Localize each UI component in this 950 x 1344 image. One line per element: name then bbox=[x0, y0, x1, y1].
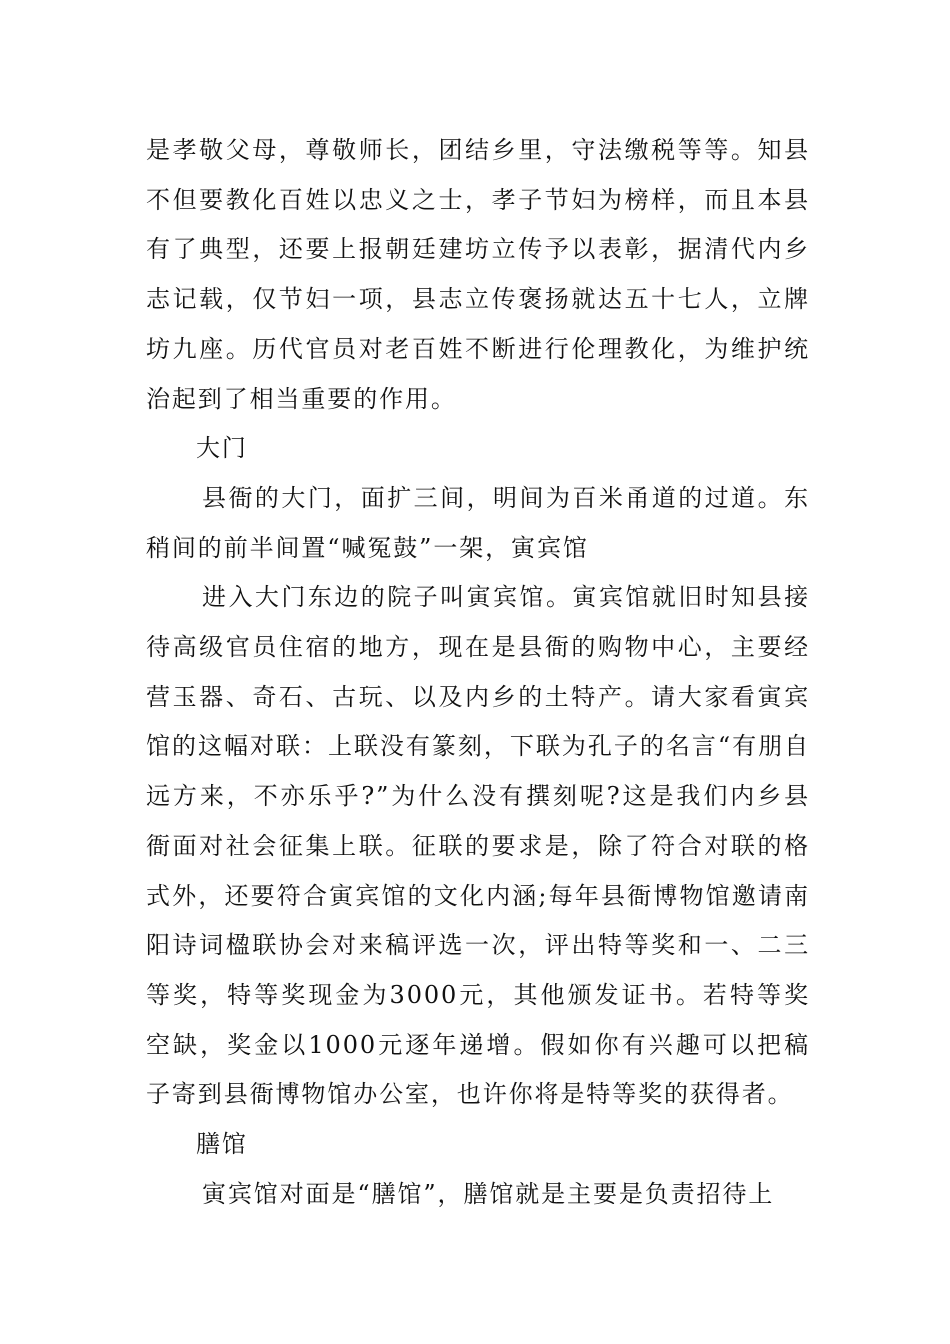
section-heading-main-gate: 大门 bbox=[196, 434, 248, 463]
paragraph-main-gate: 县衙的大门，面扩三间，明间为百米甬道的过道。东稍间的前半间置“喊冤鼓”一架，寅宾馆 bbox=[146, 483, 810, 562]
paragraph-ethics-education: 是孝敬父母，尊敬师长，团结乡里，守法缴税等等。知县不但要教化百姓以忠义之士，孝子节妇为榜样，而且本县有了典型，还要上报朝廷建坊立传予以表彰，据清代内乡志记载，仅节妇一项，县志立传褒扬就达五十七人，立牌坊九座。历代官员对老百姓不断进行伦理教化，为维护统治起到了相当重要的作用。 bbox=[146, 136, 810, 413]
section-heading-dining-hall: 膳馆 bbox=[196, 1130, 248, 1159]
paragraph-dining-hall: 寅宾馆对面是“膳馆”，膳馆就是主要是负责招待上 bbox=[202, 1179, 775, 1208]
document-body bbox=[146, 126, 810, 1219]
paragraph-yinbin-hall: 进入大门东边的院子叫寅宾馆。寅宾馆就旧时知县接待高级官员住宿的地方，现在是县衙的购物中心，主要经营玉器、奇石、古玩、以及内乡的土特产。请大家看寅宾馆的这幅对联：上联没有篆刻，下联为孔子的名言“有朋自远方来，不亦乐乎?”为什么没有撰刻呢?这是我们内乡县衙面对社会征集上联。征联的要求是，除了符合对联的格式外，还要符合寅宾馆的文化内涵;每年县衙博物馆邀请南阳诗词楹联协会对来稿评选一次，评出特等奖和一、二三等奖，特等奖现金为3000元，其他颁发证书。若特等奖空缺，奖金以1000元逐年递增。假如你有兴趣可以把稿子寄到县衙博物馆办公室，也许你将是特等奖的获得者。 bbox=[146, 583, 810, 1109]
